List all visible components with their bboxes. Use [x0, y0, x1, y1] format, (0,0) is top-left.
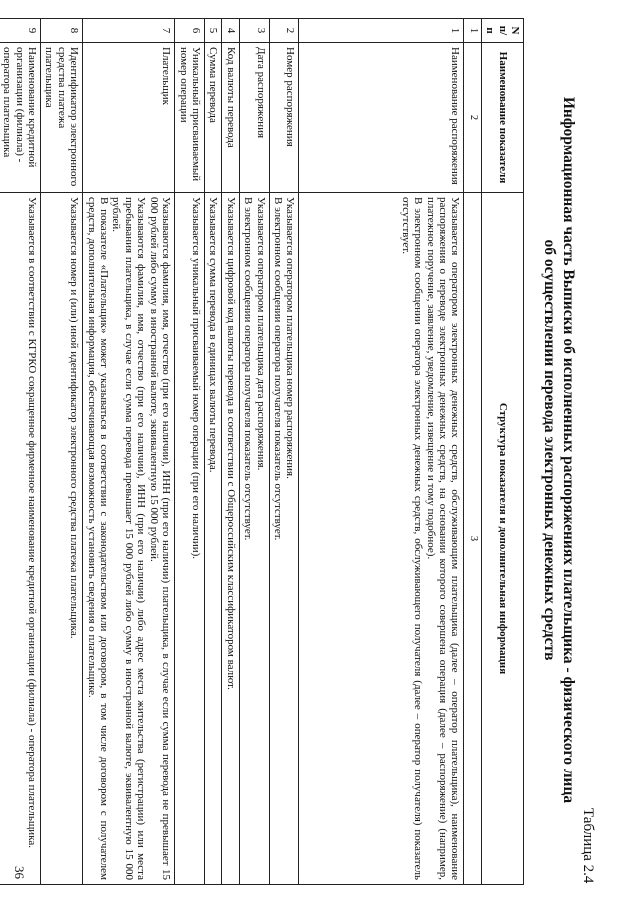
structure-line: Указывается в соответствии с КГРКО сокращенное фирменное наименование кредитной организации (филиала) - оператора плательщика.: [26, 197, 39, 848]
page-number: 36: [12, 866, 27, 879]
indicator-name: Наименование кредитной организации (филиала) - оператора плательщика: [0, 43, 41, 193]
structure-line: Указывается оператором плательщика номер распоряжения.: [284, 197, 297, 479]
structure-line: В электронном сообщении оператора получателя показатель отсутствует.: [242, 197, 255, 541]
row-number: 3: [239, 19, 269, 43]
indicator-name: Дата распоряжения: [239, 43, 269, 193]
column-number-row: [464, 19, 481, 885]
indicator-structure: [83, 193, 175, 885]
table-row: [175, 19, 205, 885]
table-row: [269, 19, 299, 885]
structure-line: Указывается оператором электронных денежных средств, обслуживающим плательщика (далее – оператор плательщика), наименование распоряжения о переводе электронных денежных средств, на основании которого совершена операция (далее – распоряжение) (например, платежное поручение, заявление, уведомление, извещение и тому подобное).: [424, 197, 462, 880]
row-number: 1: [299, 19, 464, 43]
column-number: 2: [464, 43, 481, 193]
structure-line: Указывается цифровой код валюты перевода в соответствии с Общероссийским классификатором валют.: [224, 197, 237, 690]
indicator-name: Наименование распоряжения: [299, 43, 464, 193]
document-title: [540, 40, 578, 860]
structure-line: В показателе «Плательщик» может указываться в соответствии с законодательством или договором, в том числе договором с получателем средств, дополнительная информация, обеспечивающая возможность установить сведения о плательщике.: [85, 197, 111, 880]
indicator-name: Номер распоряжения: [269, 43, 299, 193]
row-number: 6: [175, 19, 205, 43]
structure-line: Указывается уникальный присваиваемый номер операции (при его наличии).: [189, 197, 202, 560]
table-row: [239, 19, 269, 885]
table-row: [41, 19, 83, 885]
indicator-name: Сумма перевода: [204, 43, 221, 193]
table-row: [204, 19, 221, 885]
header-structure: Структура показателя и дополнительная информация: [481, 193, 523, 885]
title-line-2: об осуществлении перевода электронных денежных средств: [541, 239, 558, 661]
header-num: N п/п: [481, 19, 523, 43]
table-row: [83, 19, 175, 885]
indicator-structure: [175, 193, 205, 885]
indicator-name: Идентификатор электронного средства платежа плательщика: [41, 43, 83, 193]
indicator-structure: [222, 193, 239, 885]
structure-line: Указывается оператором плательщика дата распоряжения.: [254, 197, 267, 471]
structure-line: Указывается номер и (или) иной идентификатор электронного средства платежа плательщика.: [68, 197, 81, 639]
row-number: 8: [41, 19, 83, 43]
indicator-structure: [269, 193, 299, 885]
indicator-structure: [41, 193, 83, 885]
structure-line: Указываются фамилия, имя, отчество (при его наличии), ИНН (при его наличии) либо адрес места жительства (регистрации) или места пребывания плательщика, в случае если сумма перевода превышает 15 000 рублей либо сумму в иностранной валюте, эквивалентную 15 000 рублей.: [110, 197, 148, 880]
row-number: 7: [83, 19, 175, 43]
table-row: [0, 19, 41, 885]
row-number: 5: [204, 19, 221, 43]
indicator-name: Код валюты перевода: [222, 43, 239, 193]
indicator-structure: [204, 193, 221, 885]
indicator-name: Плательщик: [83, 43, 175, 193]
structure-line: Указываются фамилия, имя, отчество (при его наличии), ИНН (при его наличии) плательщика, в случае если сумма перевода не превышает 15 000 рублей либо сумму в иностранной валюте, эквивалентную 15 000 рублей.: [147, 197, 173, 880]
table-row: [222, 19, 239, 885]
column-number: 1: [464, 19, 481, 43]
indicator-structure: [0, 193, 41, 885]
table-label: Таблица 2.4: [580, 808, 596, 884]
row-number: 4: [222, 19, 239, 43]
column-number: 3: [464, 193, 481, 885]
structure-line: В электронном сообщении оператора электронных денежных средств, обслуживающего получателя (далее – оператор получателя) показатель отсутствует.: [399, 197, 425, 880]
structure-line: В электронном сообщении оператора получателя показатель отсутствует.: [271, 197, 284, 541]
indicator-structure: [239, 193, 269, 885]
structure-line: Указывается сумма перевода в единицах валюты перевода.: [207, 197, 220, 473]
row-number: 9: [0, 19, 41, 43]
title-line-1: Информационная часть Выписки об исполненных распоряжениях плательщика - физического лица: [560, 96, 577, 804]
row-number: 2: [269, 19, 299, 43]
header-name: Наименование показателя: [481, 43, 523, 193]
indicator-name: Уникальный присваиваемый номер операции: [175, 43, 205, 193]
table-row: [299, 19, 464, 885]
data-table: [0, 18, 524, 885]
header-row: [481, 19, 523, 885]
indicator-structure: [299, 193, 464, 885]
